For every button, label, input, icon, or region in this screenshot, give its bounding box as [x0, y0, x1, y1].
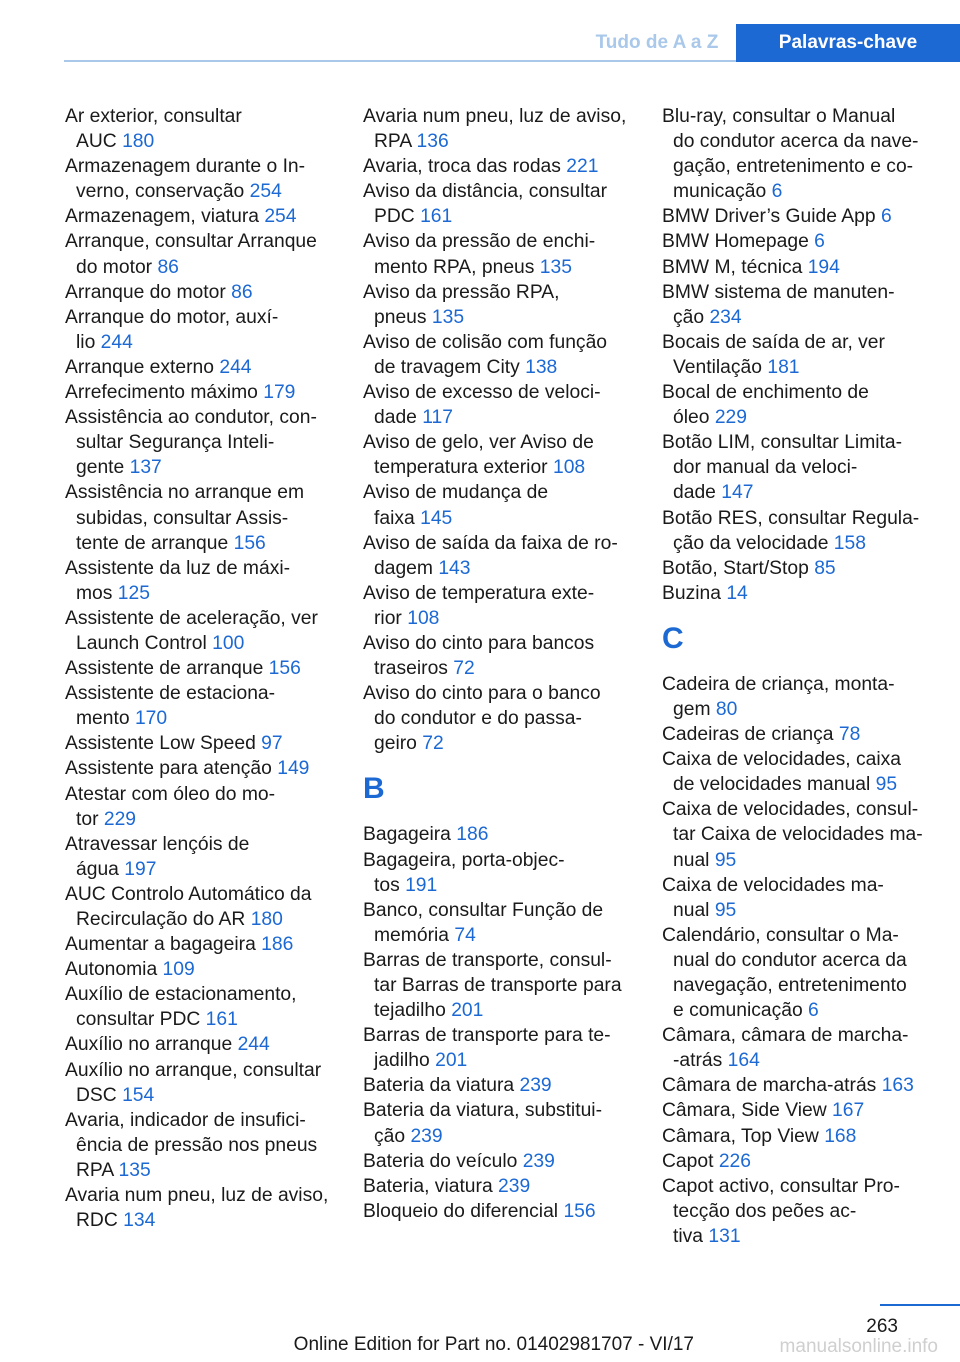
page-reference-link[interactable]: 95	[714, 899, 737, 921]
index-entry-text: Aviso de colisão com função	[363, 331, 608, 353]
page-reference-link[interactable]: 97	[261, 733, 283, 755]
index-entry-text: verno, conservação	[76, 181, 250, 203]
index-entry-text: PDC	[374, 206, 421, 228]
index-entry	[65, 731, 345, 756]
index-entry-text: Arranque do motor	[65, 281, 232, 303]
index-entry-text: Launch Control	[76, 632, 213, 654]
page-reference-link[interactable]: 180	[122, 131, 155, 153]
index-entry	[65, 204, 345, 229]
index-entry	[65, 782, 345, 832]
index-entry	[662, 747, 958, 797]
index-entry-text: dagem	[374, 557, 439, 579]
index-entry-text: RPA	[76, 1159, 119, 1181]
index-entry-text: Ventilação	[673, 356, 768, 378]
page-reference-link[interactable]: 194	[807, 256, 840, 278]
index-entry-text: Assistência ao condutor, con-	[65, 407, 317, 429]
index-entry-text: Arranque externo	[65, 356, 220, 378]
index-entry-text: ência de pressão nos pneus	[76, 1134, 318, 1156]
page-reference-link[interactable]: 117	[422, 407, 454, 429]
index-entry-text: Avaria num pneu, luz de aviso,	[65, 1185, 329, 1207]
index-entry-text: Assistente da luz de máxi-	[65, 557, 291, 579]
index-entry-text: nual	[673, 849, 715, 871]
index-entry-text: Botão, Start/Stop	[662, 557, 815, 579]
index-entry	[65, 405, 345, 480]
page-reference-link[interactable]: 137	[129, 457, 162, 479]
page-reference-link[interactable]: 86	[231, 281, 253, 303]
edition-info: Online Edition for Part no. 01402981707 - VI/17	[293, 1334, 694, 1355]
index-entry	[65, 606, 345, 656]
index-entry	[65, 681, 345, 731]
page-reference-link[interactable]: 95	[714, 849, 737, 871]
index-entry	[65, 656, 345, 681]
index-entry	[363, 848, 653, 898]
index-entry-text: Aviso de temperatura exte-	[363, 582, 595, 604]
index-entry-text: tor	[76, 808, 104, 830]
index-entry	[662, 581, 958, 606]
index-entry-text: de velocidades manual	[673, 774, 876, 796]
index-entry-text: Câmara, Top View	[662, 1125, 825, 1147]
index-entry-text: dade	[673, 482, 722, 504]
page-reference-link[interactable]: 226	[718, 1150, 751, 1172]
page-reference-link[interactable]: 239	[410, 1125, 443, 1147]
page-reference-link[interactable]: 161	[420, 206, 453, 228]
index-entry	[363, 898, 653, 948]
index-entry-text: Armazenagem, viatura	[65, 206, 265, 228]
index-entry-text: Aviso do cinto para o banco	[363, 683, 601, 705]
page-reference-link[interactable]: 78	[838, 724, 861, 746]
page-reference-link[interactable]: 6	[814, 231, 825, 253]
section-letter: B	[363, 772, 385, 806]
page-reference-link[interactable]: 229	[103, 808, 137, 830]
page-reference-link[interactable]: 156	[563, 1200, 596, 1222]
index-entry-text: nual	[673, 899, 715, 921]
index-column-1	[65, 104, 345, 1233]
index-entry-text: gente	[76, 457, 130, 479]
index-entry	[662, 1073, 958, 1098]
index-entry-text: BMW M, técnica	[662, 256, 808, 278]
page-reference-link[interactable]: 191	[405, 874, 438, 896]
page-reference-link[interactable]: 6	[880, 206, 892, 228]
page-reference-link[interactable]: 201	[435, 1050, 468, 1072]
index-entry-text: Avaria, indicador de insufici-	[65, 1109, 306, 1131]
index-entry-text: Bagageira, porta-objec-	[363, 849, 565, 871]
index-entry-text: Arrefecimento máximo	[65, 382, 264, 404]
page-reference-link[interactable]: 100	[212, 632, 245, 654]
index-entry-text: Bateria da viatura	[363, 1075, 520, 1097]
index-entry-text: Ar exterior, consultar	[65, 106, 242, 127]
index-entry	[65, 832, 345, 882]
page-reference-link[interactable]: 201	[451, 1000, 484, 1022]
page-reference-link[interactable]: 239	[519, 1075, 552, 1097]
page-reference-link[interactable]: 181	[767, 356, 800, 378]
index-entry	[65, 1183, 345, 1233]
page-reference-link[interactable]: 234	[709, 306, 742, 328]
index-entry-text: municação	[673, 181, 772, 203]
page-reference-link[interactable]: 168	[824, 1125, 857, 1147]
index-entry	[662, 380, 958, 430]
index-entry-text: BMW Driver’s Guide App	[662, 206, 881, 228]
page-reference-link[interactable]: 161	[205, 1009, 238, 1031]
index-entry	[662, 204, 958, 229]
index-entry-text: Aviso da pressão de enchi-	[363, 231, 596, 253]
index-entry-text: mos	[76, 582, 118, 604]
page-reference-link[interactable]: 145	[420, 507, 453, 529]
index-entry-text: subidas, consultar Assis-	[76, 507, 289, 529]
index-entry-text: ção	[673, 306, 710, 328]
index-entry-text: DSC	[76, 1084, 123, 1106]
page-reference-link[interactable]: 131	[708, 1225, 741, 1247]
index-entry	[363, 104, 653, 154]
index-entry	[662, 1098, 958, 1123]
index-entry-text: do condutor acerca da nave-	[673, 131, 919, 153]
index-entry	[65, 1058, 345, 1108]
index-entry-text: Aviso de saída da faixa de ro-	[363, 532, 618, 554]
index-entry-text: do motor	[76, 256, 158, 278]
index-entry-text: Cadeiras de criança	[662, 724, 839, 746]
index-entry-text: tar Barras de transporte para	[374, 975, 622, 996]
index-entry-text: jadilho	[374, 1050, 436, 1072]
page-reference-link[interactable]: 254	[249, 181, 282, 203]
index-entry	[363, 681, 653, 756]
index-entry	[662, 1149, 958, 1174]
index-entry-text: tejadilho	[374, 1000, 452, 1022]
page-reference-link[interactable]: 156	[233, 532, 266, 554]
page-reference-link[interactable]: 164	[727, 1050, 760, 1072]
index-entry-text: Autonomia	[65, 959, 163, 981]
page-reference-link[interactable]: 197	[124, 858, 157, 880]
index-entry	[662, 722, 958, 747]
index-entry-text: temperatura exterior	[374, 457, 553, 479]
index-entry	[65, 556, 345, 606]
page-reference-link[interactable]: 125	[117, 582, 150, 604]
index-entry-text: Caixa de velocidades ma-	[662, 874, 884, 896]
index-entry-text: tos	[374, 874, 406, 896]
page-reference-link[interactable]: 229	[714, 407, 747, 429]
index-entry-text: ção da velocidade	[673, 532, 834, 554]
page-reference-link[interactable]: 72	[453, 658, 475, 680]
page-reference-link[interactable]: 135	[118, 1159, 151, 1181]
index-entry	[363, 822, 653, 847]
index-entry-text: tiva	[673, 1225, 709, 1247]
index-entry-text: Assistente para atenção	[65, 758, 278, 780]
index-entry	[363, 229, 653, 279]
index-entry-text: navegação, entretenimento	[673, 975, 907, 996]
index-entry-text: Capot activo, consultar Pro-	[662, 1175, 900, 1197]
index-entry-text: Bateria, viatura	[363, 1175, 499, 1197]
index-entry	[662, 255, 958, 280]
index-entry-text: Caixa de velocidades, caixa	[662, 749, 902, 771]
index-entry-text: RPA	[374, 131, 417, 153]
index-entry	[65, 154, 345, 204]
index-entry-text: Botão LIM, consultar Limita-	[662, 432, 903, 454]
page-reference-link[interactable]: 180	[250, 909, 283, 930]
index-entry-text: Atravessar lençóis de	[65, 833, 250, 855]
index-entry	[662, 672, 958, 722]
page-reference-link[interactable]: 14	[726, 582, 748, 604]
page-reference-link[interactable]: 163	[881, 1075, 914, 1097]
index-entry-text: Aviso da distância, consultar	[363, 181, 608, 203]
index-entry-text: ção	[374, 1125, 411, 1147]
page-reference-link[interactable]: 135	[431, 306, 465, 328]
index-entry	[662, 330, 958, 380]
index-entry-text: Bateria do veículo	[363, 1150, 523, 1172]
page-reference-link[interactable]: 6	[771, 181, 783, 203]
index-entry-text: AUC	[76, 131, 123, 153]
page-reference-link[interactable]: 74	[454, 924, 476, 946]
page-reference-link[interactable]: 254	[264, 206, 297, 228]
index-entry-text: Aviso de excesso de veloci-	[363, 382, 601, 404]
page-reference-link[interactable]: 147	[721, 482, 754, 504]
index-entry-text: lio	[76, 331, 101, 353]
index-entry	[65, 280, 345, 305]
index-entry-text: mento	[76, 708, 135, 730]
index-entry-text: e comunicação	[673, 1000, 809, 1022]
index-entry	[65, 882, 345, 932]
index-entry	[65, 380, 345, 405]
index-entry	[662, 430, 958, 505]
index-entry	[65, 982, 345, 1032]
index-entry-text: tar Caixa de velocidades ma-	[673, 824, 923, 846]
section-tab-a-to-z: Tudo de A a Z	[595, 32, 719, 53]
index-entry-text: Assistente de estaciona-	[65, 683, 276, 705]
index-entry-text: do condutor e do passa-	[374, 708, 582, 730]
index-entry	[363, 1199, 653, 1224]
page-reference-link[interactable]: 156	[268, 658, 301, 680]
index-entry-text: Bagageira	[363, 824, 457, 846]
page-reference-link[interactable]: 6	[808, 1000, 819, 1022]
index-entry-text: Auxílio no arranque, consultar	[65, 1059, 322, 1081]
index-entry-text: Atestar com óleo do mo-	[65, 783, 276, 805]
index-entry	[662, 506, 958, 556]
page-number: 263	[866, 1316, 898, 1337]
index-entry-text: -atrás	[673, 1050, 728, 1072]
index-entry-text: Capot	[662, 1150, 719, 1172]
index-entry-text: gação, entretenimento e co-	[673, 156, 914, 178]
index-entry-text: Banco, consultar Função de	[363, 899, 604, 921]
page-reference-link[interactable]: 239	[498, 1175, 531, 1197]
index-entry	[363, 154, 653, 179]
index-entry	[363, 1073, 653, 1098]
page-reference-link[interactable]: 170	[134, 708, 168, 730]
index-entry-text: Câmara, Side View	[662, 1100, 833, 1122]
page-reference-link[interactable]: 108	[552, 457, 586, 479]
section-letter: C	[662, 621, 684, 655]
index-entry-text: Buzina	[662, 582, 727, 604]
index-entry-text: Assistente Low Speed	[65, 733, 262, 755]
index-entry-text: Botão RES, consultar Regula-	[662, 507, 920, 529]
page-reference-link[interactable]: 135	[539, 256, 572, 278]
page-reference-link[interactable]: 72	[422, 733, 444, 755]
page-reference-link[interactable]: 244	[219, 356, 252, 378]
page-reference-link[interactable]: 221	[566, 156, 599, 178]
index-entry-text: tecção dos peões ac-	[673, 1200, 857, 1222]
index-entry	[363, 330, 653, 380]
index-entry-text: Cadeira de criança, monta-	[662, 673, 895, 695]
index-entry-text: Aviso de mudança de	[363, 482, 549, 504]
section-tab-keywords: Palavras-chave	[736, 24, 960, 62]
index-entry-text: BMW sistema de manuten-	[662, 281, 895, 303]
index-entry-text: consultar PDC	[76, 1009, 206, 1031]
index-entry-text: Avaria, troca das rodas	[363, 156, 567, 178]
index-entry-text: Câmara de marcha-atrás	[662, 1075, 882, 1097]
index-entry	[363, 948, 653, 1023]
index-entry	[363, 430, 653, 480]
index-entry	[662, 104, 958, 204]
index-entry	[65, 1108, 345, 1183]
page-reference-link[interactable]: 167	[832, 1100, 865, 1122]
page-reference-link[interactable]: 239	[522, 1150, 555, 1172]
index-entry-text: rior	[374, 607, 408, 629]
index-entry-text: tente de arranque	[76, 532, 234, 554]
page-reference-link[interactable]: 186	[261, 934, 294, 956]
index-entry-text: Aviso de gelo, ver Aviso de	[363, 432, 594, 454]
watermark: manualsonline.info	[779, 1336, 938, 1357]
index-entry-text: Aumentar a bagageira	[65, 934, 262, 956]
index-entry	[65, 305, 345, 355]
page-reference-link[interactable]: 154	[122, 1084, 155, 1106]
index-entry	[363, 581, 653, 631]
index-entry-text: Caixa de velocidades, consul-	[662, 799, 919, 821]
index-entry-text: dor manual da veloci-	[673, 457, 858, 479]
index-entry-text: Bocal de enchimento de	[662, 382, 869, 404]
index-entry	[363, 531, 653, 581]
index-entry	[363, 179, 653, 229]
index-entry-text: Avaria num pneu, luz de aviso,	[363, 106, 627, 127]
page-reference-link[interactable]: 109	[162, 959, 195, 981]
index-entry	[65, 229, 345, 279]
index-entry-text: Assistente de arranque	[65, 658, 269, 680]
page-reference-link[interactable]: 143	[438, 557, 471, 579]
index-entry	[65, 957, 345, 982]
index-entry	[363, 280, 653, 330]
index-entry-text: BMW Homepage	[662, 231, 815, 253]
page-reference-link[interactable]: 108	[407, 607, 440, 629]
index-entry-text: RDC	[76, 1210, 124, 1232]
index-entry	[363, 1023, 653, 1073]
index-entry	[65, 104, 345, 154]
index-entry-text: Bloqueio do diferencial	[363, 1200, 564, 1222]
page-reference-link[interactable]: 80	[715, 698, 738, 720]
index-column-2	[363, 104, 653, 1224]
index-entry	[662, 797, 958, 872]
page-reference-link[interactable]: 136	[416, 131, 449, 153]
index-entry-text: Câmara, câmara de marcha-	[662, 1025, 909, 1047]
index-entry	[662, 280, 958, 330]
index-entry	[662, 229, 958, 254]
index-entry-text: Arranque do motor, auxí-	[65, 306, 279, 328]
index-entry	[662, 1124, 958, 1149]
index-entry-text: Bateria da viatura, substitui-	[363, 1100, 602, 1122]
index-entry-text: dade	[374, 407, 423, 429]
index-entry-text: Auxílio no arranque	[65, 1034, 238, 1056]
page-reference-link[interactable]: 134	[123, 1210, 156, 1232]
index-entry	[363, 1174, 653, 1199]
index-entry	[662, 1023, 958, 1073]
index-entry-text: pneus	[374, 306, 432, 328]
page-reference-link[interactable]: 95	[875, 774, 898, 796]
page-reference-link[interactable]: 186	[456, 824, 489, 846]
index-entry	[65, 355, 345, 380]
index-column-3	[662, 104, 958, 1249]
index-entry-text: Recirculação do AR	[76, 909, 251, 930]
index-entry	[65, 756, 345, 781]
page-reference-link[interactable]: 149	[277, 758, 310, 780]
index-entry-text: geiro	[374, 733, 423, 755]
index-entry	[662, 556, 958, 581]
index-entry	[363, 631, 653, 681]
index-entry-text: Barras de transporte para te-	[363, 1025, 611, 1047]
index-entry	[662, 873, 958, 923]
index-entry-text: Aviso do cinto para bancos	[363, 632, 595, 654]
footer-rule	[880, 1304, 960, 1306]
index-entry-text: de travagem City	[374, 356, 526, 378]
index-entry-text: Arranque, consultar Arranque	[65, 231, 317, 253]
index-entry	[65, 1032, 345, 1057]
index-entry-text: Barras de transporte, consul-	[363, 949, 612, 971]
index-entry-text: Auxílio de estacionamento,	[65, 984, 297, 1006]
index-entry-text: Blu-ray, consultar o Manual	[662, 106, 896, 127]
index-entry-text: Assistência no arranque em	[65, 482, 305, 504]
index-entry-text: Bocais de saída de ar, ver	[662, 331, 885, 353]
index-entry-text: Assistente de aceleração, ver	[65, 607, 318, 629]
index-entry	[662, 923, 958, 1023]
index-entry	[662, 1174, 958, 1249]
index-entry-text: água	[76, 858, 125, 880]
index-entry-text: faixa	[374, 507, 421, 529]
index-entry	[65, 932, 345, 957]
index-entry-text: Calendário, consultar o Ma-	[662, 924, 899, 946]
index-entry	[363, 480, 653, 530]
index-entry-text: gem	[673, 698, 716, 720]
index-entry	[363, 380, 653, 430]
page-reference-link[interactable]: 179	[263, 382, 296, 404]
index-entry	[363, 1098, 653, 1148]
index-entry-text: Aviso da pressão RPA,	[363, 281, 560, 303]
index-entry	[363, 1149, 653, 1174]
index-entry-text: sultar Segurança Inteli-	[76, 432, 275, 454]
index-entry-text: memória	[374, 924, 455, 946]
index-entry-text: óleo	[673, 407, 715, 429]
index-entry	[65, 480, 345, 555]
index-entry-text: Armazenagem durante o In-	[65, 156, 306, 178]
page-reference-link[interactable]: 85	[814, 557, 836, 579]
index-entry-text: AUC Controlo Automático da	[65, 883, 312, 905]
index-entry-text: traseiros	[374, 658, 454, 680]
index-entry-text: mento RPA, pneus	[374, 256, 540, 278]
page-reference-link[interactable]: 244	[237, 1034, 270, 1056]
page-reference-link[interactable]: 244	[100, 331, 133, 353]
index-entry-text: nual do condutor acerca da	[673, 949, 907, 971]
page-reference-link[interactable]: 158	[833, 532, 866, 554]
page-reference-link[interactable]: 138	[525, 356, 558, 378]
page-reference-link[interactable]: 86	[157, 256, 179, 278]
